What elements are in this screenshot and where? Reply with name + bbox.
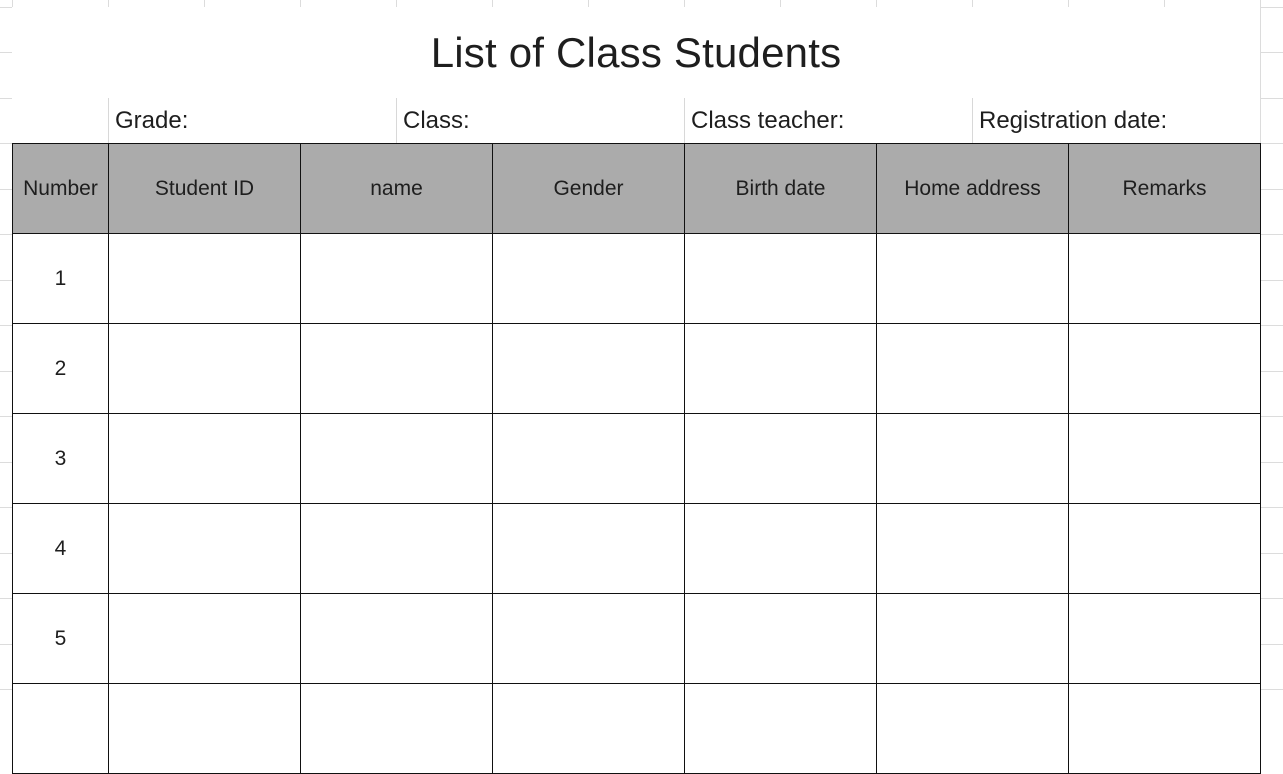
header-remarks[interactable]: Remarks	[1069, 144, 1261, 234]
cell-number[interactable]: 4	[13, 504, 109, 594]
cell-birth-date[interactable]	[685, 684, 877, 774]
cell-gender[interactable]	[493, 324, 685, 414]
header-number[interactable]: Number	[13, 144, 109, 234]
cell-name[interactable]	[301, 594, 493, 684]
cell-number[interactable]	[13, 684, 109, 774]
table-row	[13, 594, 1261, 684]
header-student-id[interactable]: Student ID	[109, 144, 301, 234]
cell-home-address[interactable]	[877, 684, 1069, 774]
registration-date-label: Registration date:	[979, 107, 1168, 134]
table-header-row	[13, 144, 1261, 234]
cell-remarks[interactable]	[1069, 324, 1261, 414]
cell-home-address[interactable]	[877, 504, 1069, 594]
header-gender[interactable]: Gender	[493, 144, 685, 234]
grade-label: Grade:	[115, 107, 189, 134]
table-row	[13, 324, 1261, 414]
class-label: Class:	[403, 107, 470, 134]
cell-gender[interactable]	[493, 414, 685, 504]
cell-name[interactable]	[301, 414, 493, 504]
title-cell[interactable]	[12, 7, 1260, 99]
cell-gender[interactable]	[493, 234, 685, 324]
cell-name[interactable]	[301, 324, 493, 414]
class-teacher-cell[interactable]	[684, 98, 972, 143]
table-row	[13, 414, 1261, 504]
table-row	[13, 684, 1261, 774]
cell-birth-date[interactable]	[685, 414, 877, 504]
header-home-address[interactable]: Home address	[877, 144, 1069, 234]
cell-student-id[interactable]	[109, 594, 301, 684]
cell-home-address[interactable]	[877, 414, 1069, 504]
cell-remarks[interactable]	[1069, 234, 1261, 324]
cell-number[interactable]: 1	[13, 234, 109, 324]
cell-number[interactable]: 3	[13, 414, 109, 504]
cell-number[interactable]: 2	[13, 324, 109, 414]
registration-date-cell[interactable]	[972, 98, 1260, 143]
cell-remarks[interactable]	[1069, 414, 1261, 504]
cell-birth-date[interactable]	[685, 594, 877, 684]
table-row	[13, 234, 1261, 324]
table-row	[13, 504, 1261, 594]
cell-student-id[interactable]	[109, 684, 301, 774]
grade-cell[interactable]	[108, 98, 396, 143]
cell-student-id[interactable]	[109, 234, 301, 324]
cell-birth-date[interactable]	[685, 324, 877, 414]
header-birth-date[interactable]: Birth date	[685, 144, 877, 234]
class-cell[interactable]	[396, 98, 684, 143]
cell-remarks[interactable]	[1069, 684, 1261, 774]
cell-remarks[interactable]	[1069, 594, 1261, 684]
cell-student-id[interactable]	[109, 504, 301, 594]
class-teacher-label: Class teacher:	[691, 107, 845, 134]
cell-remarks[interactable]	[1069, 504, 1261, 594]
cell-birth-date[interactable]	[685, 234, 877, 324]
cell-name[interactable]	[301, 684, 493, 774]
cell-home-address[interactable]	[877, 594, 1069, 684]
info-cell-empty[interactable]	[12, 98, 108, 143]
cell-home-address[interactable]	[877, 234, 1069, 324]
student-table	[12, 143, 1261, 774]
cell-student-id[interactable]	[109, 414, 301, 504]
cell-student-id[interactable]	[109, 324, 301, 414]
cell-birth-date[interactable]	[685, 504, 877, 594]
info-row	[12, 98, 1260, 143]
cell-gender[interactable]	[493, 684, 685, 774]
cell-home-address[interactable]	[877, 324, 1069, 414]
cell-gender[interactable]	[493, 504, 685, 594]
cell-name[interactable]	[301, 504, 493, 594]
header-name[interactable]: name	[301, 144, 493, 234]
cell-name[interactable]	[301, 234, 493, 324]
page-title: List of Class Students	[430, 28, 842, 76]
cell-gender[interactable]	[493, 594, 685, 684]
cell-number[interactable]: 5	[13, 594, 109, 684]
